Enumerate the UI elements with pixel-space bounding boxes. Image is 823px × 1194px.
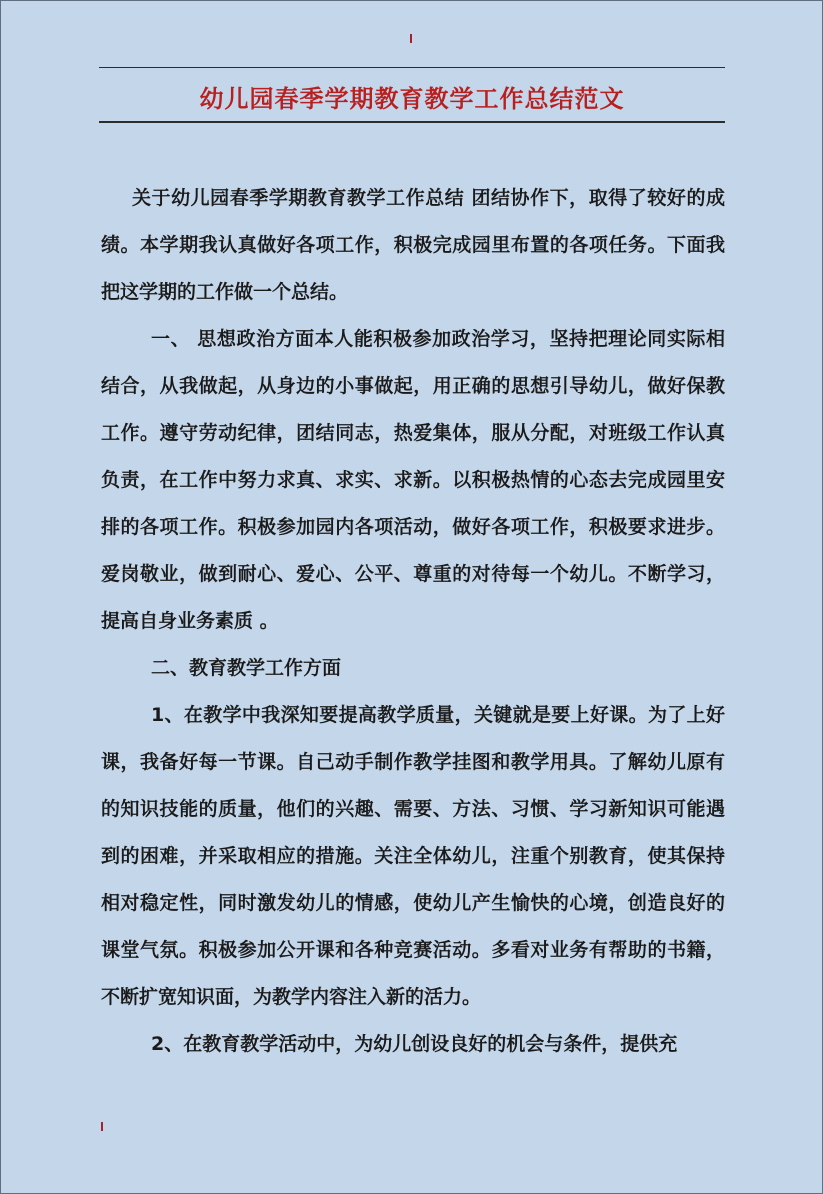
title-bottom-rule	[99, 121, 725, 123]
paragraph-teaching-2: 2、在教育教学活动中，为幼儿创设良好的机会与条件，提供充	[151, 1033, 678, 1055]
document-title: 幼儿园春季学期教育教学工作总结范文	[199, 85, 625, 113]
section-heading-teaching: 二、教育教学工作方面	[151, 657, 342, 679]
paragraph-intro: 关于幼儿园春季学期教育教学工作总结 团结协作下，取得了较好的成绩。本学期我认真做好各项工作，积极完成园里布置的各项任务。下面我把这学期的工作做一个总结。	[101, 187, 725, 303]
title-top-rule	[99, 67, 725, 68]
paragraph-politics: 一、 思想政治方面本人能积极参加政治学习，坚持把理论同实际相结合，从我做起，从身边的小事做起，用正确的思想引导幼儿，做好保教工作。遵守劳动纪律，团结同志，热爱集体，服从分配，对班级工作认真负责，在工作中努力求真、求实、求新。以积极热情的心态去完成园里安排的各项工作。积极参加园内各项活动，做好各项工作，积极要求进步。爱岗敬业，做到耐心、爱心、公平、尊重的对待每一个幼儿。不断学习，提高自身业务素质 。	[101, 328, 725, 632]
paragraph-teaching-1: 1、在教学中我深知要提高教学质量，关键就是要上好课。为了上好课，我备好每一节课。自己动手制作教学挂图和教学用具。了解幼儿原有的知识技能的质量，他们的兴趣、需要、方法、习惯、学习新知识可能遇到的困难，并采取相应的措施。关注全体幼儿，注重个别教育，使其保持相对稳定性，同时激发幼儿的情感，使幼儿产生愉快的心境，创造良好的课堂气氛。积极参加公开课和各种竞赛活动。多看对业务有帮助的书籍，不断扩宽知识面，为教学内容注入新的活力。	[101, 704, 725, 1008]
page-bottom-mark	[101, 1122, 103, 1131]
document-body	[101, 175, 725, 1068]
page-top-mark	[410, 34, 412, 43]
